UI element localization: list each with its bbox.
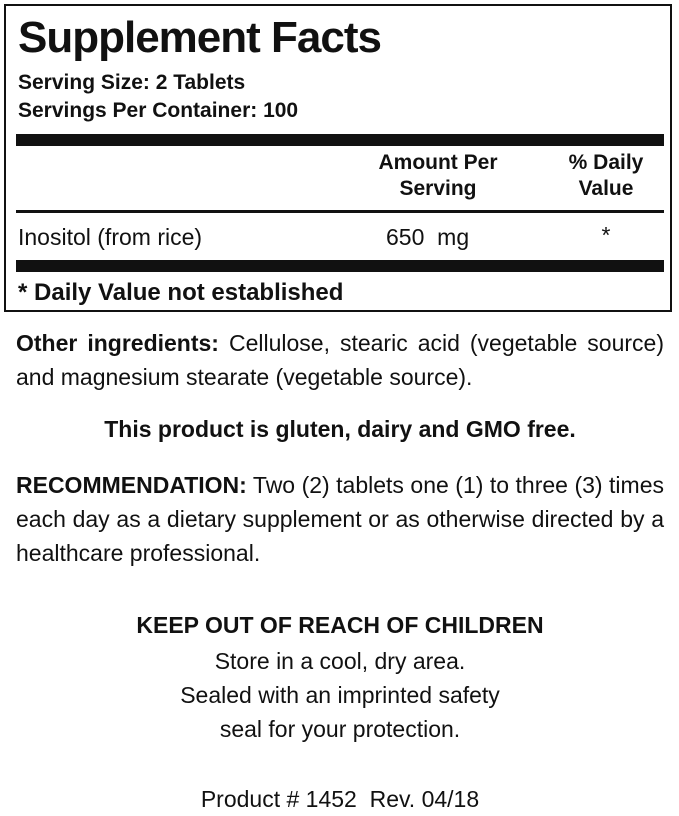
daily-value-footnote: * Daily Value not established — [18, 279, 344, 306]
daily-value-header: % Daily Value — [568, 151, 644, 200]
recommendation-label: RECOMMENDATION: — [16, 472, 247, 498]
child-warning-heading: KEEP OUT OF REACH OF CHILDREN — [136, 612, 544, 638]
seal-line-1: Sealed with an imprinted safety — [180, 682, 500, 708]
other-ingredients-label: Other ingredients: — [16, 330, 219, 356]
seal-line-2: seal for your protection. — [219, 716, 461, 742]
ingredient-amount: 650 mg — [386, 224, 470, 250]
thick-divider-bottom — [16, 260, 664, 272]
facts-title: Supplement Facts — [18, 13, 381, 62]
other-ingredients — [16, 326, 664, 394]
thick-divider-top — [16, 134, 664, 146]
other-ingredients-text: Cellulose, stearic acid (vegetable source) and magnesium stearate (vegetable source). — [16, 330, 664, 390]
thin-divider — [16, 210, 664, 213]
ingredient-daily-value: * — [601, 222, 611, 248]
recommendation-text: Two (2) tablets one (1) to three (3) times each day as a dietary supplement or as otherwise directed by a healthcare professional. — [16, 472, 664, 566]
amount-per-serving-header: Amount Per Serving — [378, 151, 498, 200]
ingredient-name: Inositol (from rice) — [18, 224, 203, 250]
recommendation — [16, 468, 664, 570]
storage-line: Store in a cool, dry area. — [214, 648, 466, 674]
servings-per-container: Servings Per Container: 100 — [18, 99, 299, 122]
supplement-facts-panel — [4, 4, 672, 312]
serving-size: Serving Size: 2 Tablets — [18, 71, 246, 94]
allergen-free-statement: This product is gluten, dairy and GMO free. — [104, 416, 576, 442]
product-code: Product # 1452 Rev. 04/18 — [200, 786, 480, 812]
